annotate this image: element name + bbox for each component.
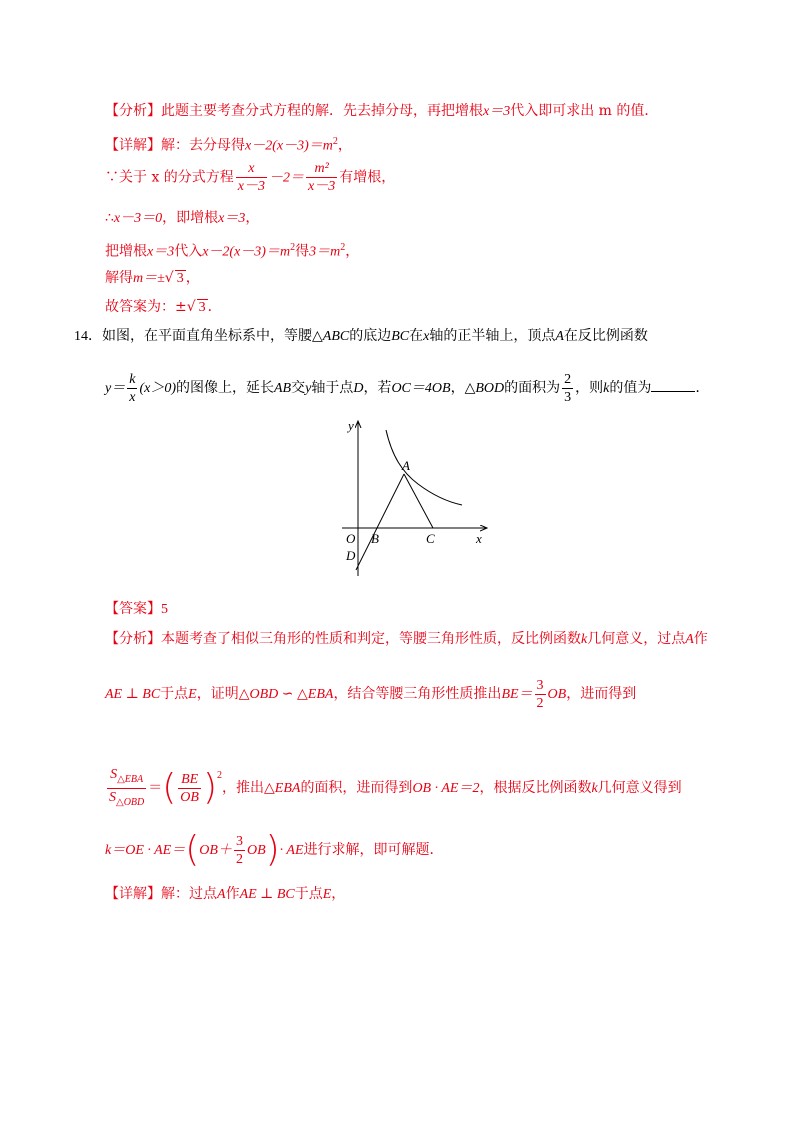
- question-number: 14．: [74, 329, 102, 344]
- answer-tag: 【答案】: [105, 601, 161, 617]
- question-14-line-2: y＝ $\frac{k}{x}$ (x＞0)的图像上，延长AB交y轴于点D，若OC＝4OB，△BOD的面积为 $\frac{2}{3}$ ，则k的值为 .: [105, 371, 700, 405]
- label-c: C: [426, 531, 435, 546]
- analysis-14-line-2: AE ⊥ BC于点E，证明△OBD ∽ △EBA，结合等腰三角形性质推出BE＝ $\frac{3}{2}$ OB，进而得到: [105, 677, 637, 711]
- substitute-line: 把增根x＝3代入$x-2(x-3)=m^2$得$3=m^2$，: [105, 242, 360, 260]
- answer-line: 故答案为：±√ 3 ．: [105, 299, 222, 315]
- label-o: O: [346, 531, 356, 546]
- label-b: B: [371, 531, 379, 546]
- line-ac: [404, 474, 433, 528]
- detail-line: 【详解】解：去分母得$x-2(x-3)=m^2$，: [105, 136, 352, 154]
- fraction: $\frac{\text{m²}}{x-3}$: [308, 161, 336, 194]
- analysis-line: 【分析】此题主要考查分式方程的解．先去掉分母，再把增根x＝3代入即可求出 m 的值．: [105, 103, 659, 119]
- analysis-14-line-4: k＝OE · AE＝(OB＋ $\frac{3}{2}$ OB)· AE进行求解，即可解题．: [105, 829, 444, 870]
- question-14-line-1: 14．如图，在平面直角坐标系中，等腰△ABC的底边BC在x轴的正半轴上，顶点A在反比例函数: [74, 328, 648, 344]
- answer-blank: [651, 377, 695, 392]
- label-x: x: [476, 531, 482, 546]
- answer-14-line: [105, 599, 168, 620]
- analysis-14-line-1: 【分析】本题考查了相似三角形的性质和判定，等腰三角形性质，反比例函数k几何意义，过点A作: [105, 631, 708, 647]
- solve-line: 解得m＝±√ 3 ，: [105, 270, 200, 286]
- analysis-14-line-3: $\frac{S_{\triangle EBA}}{S_{\triangle OBD}}$ ＝( $\frac{BE}{OB}$ )$^2$，推出△EBA的面积，进而得到OB · AE＝2，根据反比例函数k几何意义得到: [109, 766, 682, 808]
- detail-tag: 【详解】: [105, 137, 161, 154]
- analysis-tag: 【分析】: [105, 103, 161, 119]
- label-d: D: [346, 548, 356, 563]
- coordinate-figure: [338, 416, 498, 576]
- therefore-line: ∴x－3＝0，即增根x＝3，: [105, 210, 260, 226]
- detail-14-line: 【详解】解：过点A作AE ⊥ BC于点E，: [105, 886, 346, 902]
- label-y: y: [348, 418, 354, 433]
- because-line: ∵关于 x 的分式方程 $\frac{x}{x-3}$ －2＝ $\frac{\text{m²}}{x-3}$ 有增根，: [105, 161, 396, 194]
- fraction: $\frac{x}{x-3}$: [237, 161, 266, 194]
- label-a: A: [402, 458, 410, 473]
- line-ad: [356, 474, 404, 570]
- answer-value: 5: [161, 602, 168, 617]
- hyperbola-curve: [386, 430, 462, 505]
